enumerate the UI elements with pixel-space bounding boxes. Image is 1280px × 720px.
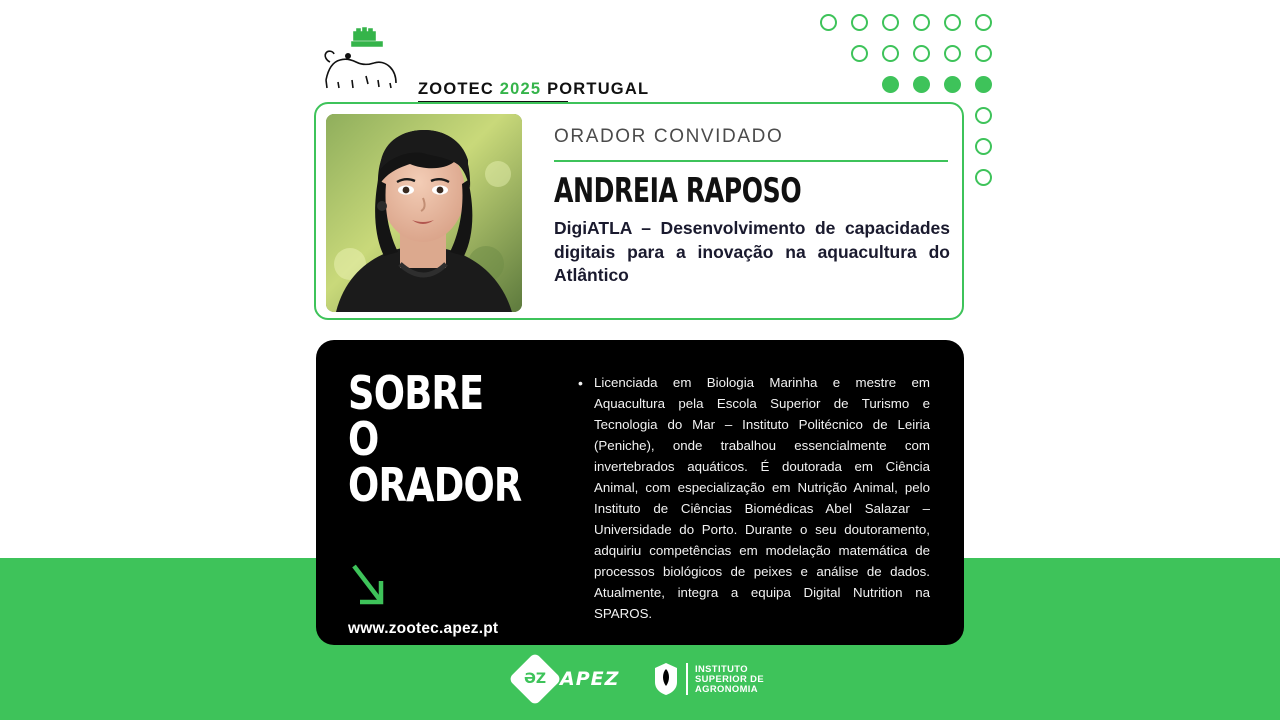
footer-logos: [0, 660, 1280, 698]
logo-title: [418, 80, 650, 99]
dot-icon: [975, 76, 992, 93]
apez-logo: [516, 660, 619, 698]
dot-icon: [975, 45, 992, 62]
zootec-logo: [318, 18, 650, 98]
apez-diamond-icon: [508, 652, 562, 706]
isa-crest-icon: [653, 662, 679, 696]
speaker-card: [314, 102, 964, 320]
speaker-kicker: ORADOR CONVIDADO: [554, 126, 784, 147]
dot-icon: [882, 76, 899, 93]
speaker-talk-title: DigiATLA – Desenvolvimento de capacidades digitais para a inovação na aquacultura do Atlântico: [554, 218, 950, 286]
logo-title-year: 2025: [499, 80, 542, 98]
dot-icon: [975, 138, 992, 155]
about-title-line1: SOBRE O: [348, 366, 484, 466]
apez-wordmark: APEZ: [560, 668, 620, 690]
isa-logo: [653, 662, 764, 696]
isa-wordmark: [695, 664, 764, 694]
speaker-name: ANDREIA RAPOSO: [554, 170, 802, 211]
dot-icon: [944, 76, 961, 93]
dot-icon: [882, 45, 899, 62]
dot-icon: [820, 14, 837, 31]
dot-icon: [944, 14, 961, 31]
isa-line-3: AGRONOMIA: [694, 683, 758, 695]
logo-title-main: ZOOTEC: [418, 80, 494, 98]
dot-icon: [975, 169, 992, 186]
about-title: [348, 366, 522, 512]
dot-icon: [975, 14, 992, 31]
list-item: • Licenciada em Biologia Marinha e mestre em Aquacultura pela Escola Superior de Turismo e Tecnologia do Mar – Instituto Politécnico de Leiria (Peniche), onde trabalhou essencialmente com invertebrados aquáticos. É doutorada em Ciência Animal, com especialização em Nutrição Animal, pelo Instituto de Ciências Biomédicas Abel Salazar – Universidade do Porto. Durante o seu doutoramento, adquiriu competências em modelação matemática de processos biológicos de peixes e análise de dados. Atualmente, integra a equipa Digital Nutrition na SPAROS.: [578, 372, 930, 624]
isa-line-1: INSTITUTO: [694, 662, 748, 674]
arrow-down-right-icon: [348, 562, 390, 610]
dot-icon: [882, 14, 899, 31]
isa-divider: [686, 663, 688, 695]
apez-mark-glyph: ƏZ: [523, 670, 547, 687]
speaker-divider: [554, 160, 948, 162]
dot-icon: [944, 45, 961, 62]
logo-title-country: PORTUGAL: [547, 80, 650, 98]
bio-list: [578, 372, 930, 624]
website-url[interactable]: www.zootec.apez.pt: [348, 620, 499, 637]
isa-line-2: SUPERIOR DE: [694, 672, 764, 684]
dot-icon: [851, 45, 868, 62]
speaker-details: [554, 126, 950, 288]
dot-icon: [913, 76, 930, 93]
dot-icon: [913, 45, 930, 62]
dot-icon: [975, 107, 992, 124]
about-title-line2: ORADOR: [348, 458, 522, 512]
dot-icon: [913, 14, 930, 31]
dot-icon: [851, 14, 868, 31]
speaker-portrait: [326, 114, 522, 312]
about-speaker-card: [316, 340, 964, 645]
